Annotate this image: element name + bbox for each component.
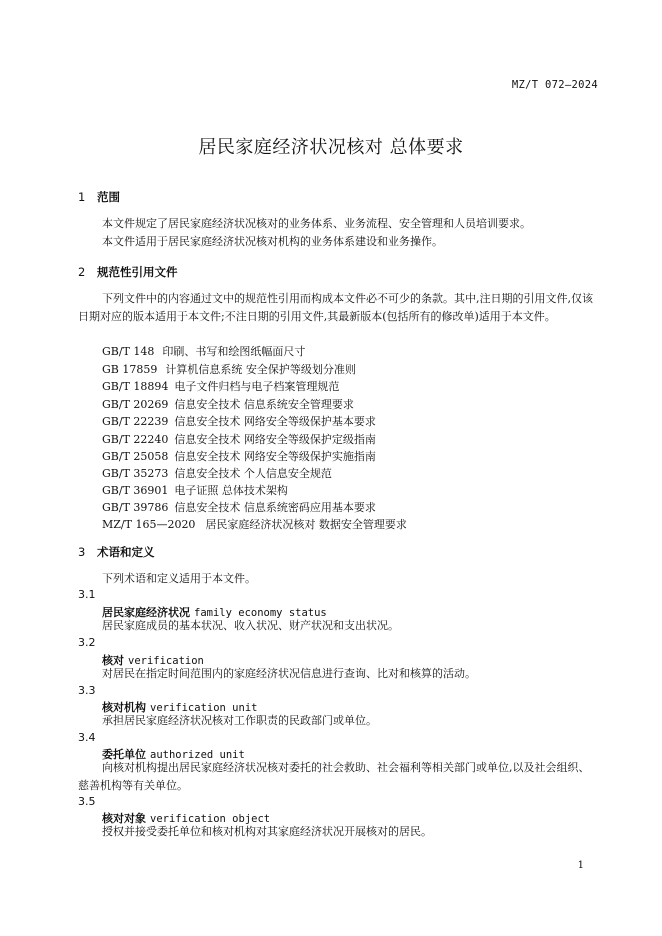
- term-cn: 核对机构: [102, 701, 146, 714]
- term-definition: 居民家庭成员的基本状况、收入状况、财产状况和支出状况。: [102, 619, 399, 632]
- section-number: 2: [78, 265, 86, 279]
- section-title: 规范性引用文件: [97, 265, 178, 279]
- section-number: 1: [78, 190, 86, 204]
- reference-title: 电子文件归档与电子档案管理规范: [174, 380, 340, 393]
- term-cn: 核对: [102, 654, 124, 667]
- page-number: 1: [577, 860, 584, 871]
- term-number: 3.4: [78, 731, 96, 744]
- reference-item: [102, 499, 376, 515]
- reference-code: GB/T 39786: [102, 501, 169, 514]
- reference-code: GB/T 35273: [102, 467, 169, 480]
- reference-code: GB/T 18894: [102, 380, 169, 393]
- section-title: 术语和定义: [97, 545, 155, 559]
- term-cn: 核对对象: [102, 812, 146, 825]
- terms-intro: 下列术语和定义适用于本文件。: [102, 572, 256, 585]
- reference-item: [102, 465, 332, 481]
- reference-code: GB/T 20269: [102, 398, 169, 411]
- document-title: 居民家庭经济状况核对 总体要求: [198, 137, 464, 158]
- reference-title: 信息安全技术 网络安全等级保护定级指南: [174, 433, 376, 446]
- reference-title: 信息安全技术 信息系统安全管理要求: [174, 398, 354, 411]
- section-heading-scope: [78, 189, 120, 205]
- term-en: verification unit: [150, 702, 258, 714]
- term-en: verification object: [150, 813, 271, 825]
- section-heading-terms: [78, 544, 155, 560]
- reference-item: [102, 396, 354, 412]
- normative-intro: 下列文件中的内容通过文中的规范性引用而构成本文件必不可少的条款。其中,注日期的引用文件,仅该日期对应的版本适用于本文件;不注日期的引用文件,其最新版本(包括所有的修改单)适用于本文件。: [78, 292, 593, 323]
- term-number: 3.3: [78, 684, 96, 697]
- reference-title: 印刷、书写和绘图纸幅面尺寸: [162, 345, 306, 358]
- reference-title: 电子证照 总体技术架构: [174, 484, 288, 497]
- section-number: 3: [78, 545, 86, 559]
- section-title: 范围: [97, 190, 120, 204]
- term-cn: 委托单位: [102, 748, 146, 761]
- reference-item: [102, 516, 407, 532]
- scope-paragraph-2: 本文件适用于居民家庭经济状况核对机构的业务体系建设和业务操作。: [102, 235, 443, 248]
- reference-title: 计算机信息系统 安全保护等级划分准则: [165, 363, 356, 376]
- reference-item: [102, 413, 376, 429]
- standard-code: MZ/T 072—2024: [511, 79, 598, 91]
- term-cn: 居民家庭经济状况: [102, 606, 190, 619]
- reference-code: GB 17859: [102, 363, 158, 376]
- reference-code: MZ/T 165—2020: [102, 518, 196, 531]
- reference-title: 信息安全技术 信息系统密码应用基本要求: [174, 501, 376, 514]
- term-en: verification: [128, 655, 204, 667]
- scope-paragraph-1: 本文件规定了居民家庭经济状况核对的业务体系、业务流程、安全管理和人员培训要求。: [102, 217, 531, 230]
- reference-item: [102, 448, 376, 464]
- reference-code: GB/T 36901: [102, 484, 169, 497]
- term-number: 3.1: [78, 588, 96, 601]
- reference-code: GB/T 25058: [102, 450, 169, 463]
- reference-title: 信息安全技术 网络安全等级保护实施指南: [174, 450, 376, 463]
- term-definition: 承担居民家庭经济状况核对工作职责的民政部门或单位。: [102, 714, 377, 727]
- reference-title: 信息安全技术 个人信息安全规范: [174, 467, 332, 480]
- term-definition: 向核对机构提出居民家庭经济状况核对委托的社会救助、社会福利等相关部门或单位,以及社会组织、慈善机构等有关单位。: [78, 761, 590, 792]
- term-en: authorized unit: [150, 749, 245, 761]
- term-definition: 授权并接受委托单位和核对机构对其家庭经济状况开展核对的居民。: [102, 825, 432, 838]
- reference-item: [102, 343, 305, 359]
- term-definition: 对居民在指定时间范围内的家庭经济状况信息进行查询、比对和核算的活动。: [102, 667, 476, 680]
- reference-code: GB/T 22239: [102, 415, 169, 428]
- term-number: 3.2: [78, 636, 96, 649]
- reference-title: 居民家庭经济状况核对 数据安全管理要求: [205, 518, 407, 531]
- section-heading-normative: [78, 264, 178, 280]
- reference-code: GB/T 22240: [102, 433, 169, 446]
- term-number: 3.5: [78, 795, 96, 808]
- term-en: family economy status: [194, 607, 327, 619]
- reference-code: GB/T 148: [102, 345, 155, 358]
- reference-item: [102, 378, 339, 394]
- reference-item: [102, 431, 376, 447]
- reference-title: 信息安全技术 网络安全等级保护基本要求: [174, 415, 376, 428]
- reference-item: [102, 482, 288, 498]
- reference-item: [102, 361, 356, 377]
